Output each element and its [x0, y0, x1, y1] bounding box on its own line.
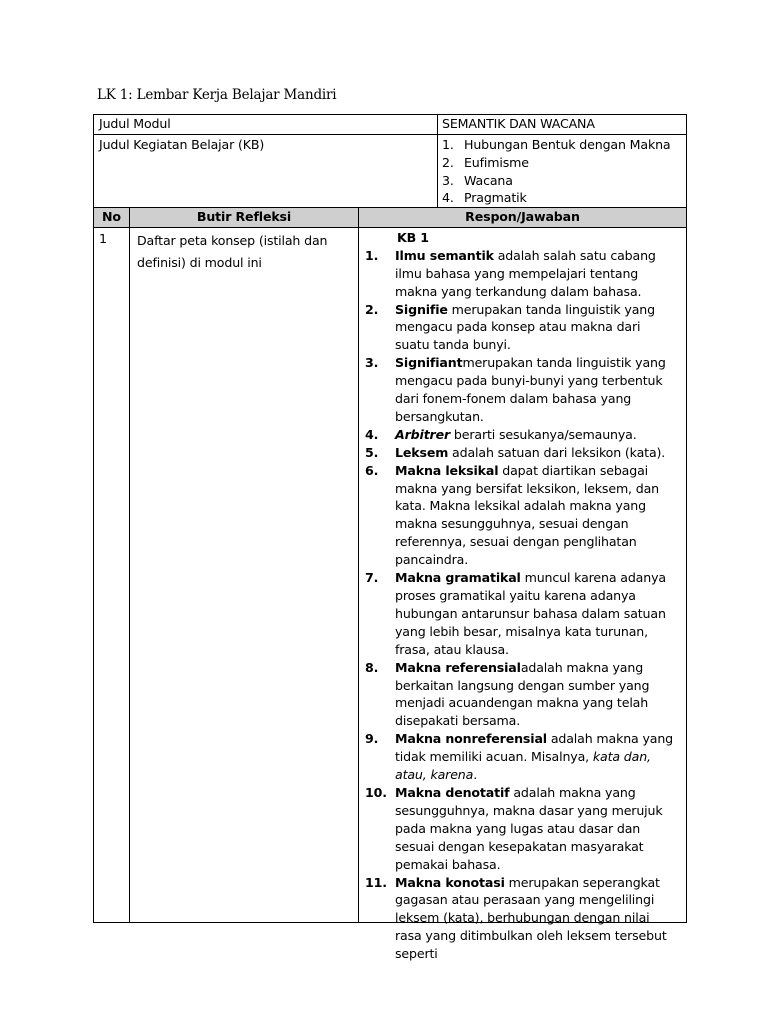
list-item-text	[395, 569, 686, 659]
kb-topic-text: Hubungan Bentuk dengan Makna	[464, 137, 671, 152]
kb-title-row	[94, 134, 686, 207]
list-item-text	[395, 730, 686, 784]
list-item	[365, 659, 686, 731]
header-butir-refleksi: Butir Refleksi	[129, 208, 358, 227]
list-item-text	[395, 444, 686, 462]
example-text: kata dan, atau, karena	[395, 749, 651, 783]
kb1-heading: KB 1	[397, 230, 429, 245]
table-header-row	[94, 207, 686, 227]
definition-text: merupakan seperangkat gagasan atau perasaan yang mengelilingi leksem (kata), berhubungan dengan nilai rasa yang ditimbulkan oleh leksem tersebut seperti	[395, 874, 667, 962]
list-item-number: 9.	[365, 731, 379, 747]
term: Arbitrer	[395, 426, 451, 442]
definition-text: berarti sesukanya/semaunya.	[450, 426, 637, 442]
module-title-label: Judul Modul	[99, 116, 171, 131]
kb-topic-list	[442, 136, 686, 207]
list-item-number: 4.	[365, 426, 379, 442]
term: Signifiant	[395, 355, 463, 371]
definition-text: adalah makna yang tidak memiliki acuan. Misalnya,	[395, 731, 674, 765]
definition-text: .	[473, 767, 478, 783]
kb-topic-item	[442, 189, 686, 207]
document-title: LK 1: Lembar Kerja Belajar Mandiri	[97, 87, 337, 103]
list-item	[365, 730, 686, 784]
term: Makna leksikal	[395, 462, 499, 478]
table-row	[94, 227, 686, 962]
definition-text: merupakan tanda linguistik yang mengacu pada bunyi-bunyi yang terbentuk dari fonem-fonem dalam bahasa yang bersangkutan.	[395, 355, 666, 424]
kb-topic-number: 4.	[442, 190, 454, 206]
list-item-number: 5.	[365, 444, 379, 460]
list-item-number: 10.	[365, 784, 387, 800]
list-item-text	[395, 462, 686, 569]
list-item-text	[395, 426, 686, 444]
list-item-number: 11.	[365, 874, 387, 890]
kb-topic-text: Wacana	[464, 172, 513, 188]
kb-topic-item	[442, 154, 686, 172]
row-respon-cell	[358, 228, 686, 962]
definition-text: adalah satuan dari leksikon (kata).	[448, 444, 666, 460]
term: Ilmu semantik	[395, 247, 494, 263]
concept-list	[365, 247, 686, 963]
list-item-text	[395, 354, 686, 426]
kb-topic-number: 3.	[442, 172, 454, 188]
list-item-number: 7.	[365, 570, 379, 586]
worksheet-table	[93, 114, 687, 962]
list-item	[365, 784, 686, 874]
kb-topic-text: Pragmatik	[464, 190, 527, 206]
term: Signifie	[395, 301, 448, 317]
term: Leksem	[395, 444, 449, 460]
term: Makna denotatif	[395, 784, 510, 800]
list-item	[365, 247, 686, 301]
list-item-text	[395, 247, 686, 301]
row-butir-text: Daftar peta konsep (istilah dan definisi) di modul ini	[129, 228, 358, 922]
list-item-number: 1.	[365, 247, 379, 263]
list-item-number: 8.	[365, 659, 379, 675]
kb-title-label: Judul Kegiatan Belajar (KB)	[99, 137, 265, 152]
list-item	[365, 444, 686, 462]
list-item	[365, 462, 686, 569]
kb-topic-item	[442, 136, 686, 154]
term: Makna referensial	[395, 659, 521, 675]
definition-text: merupakan tanda linguistik yang mengacu pada konsep atau makna dari suatu tanda bunyi.	[395, 301, 655, 353]
header-respon-jawaban: Respon/Jawaban	[358, 208, 686, 227]
definition-text: dapat diartikan sebagai makna yang bersifat leksikon, leksem, dan kata. Makna leksikal adalah makna yang makna sesungguhnya, sesuai dengan referennya, sesuai dengan penglihatan pancaindra.	[395, 462, 660, 568]
list-item-text	[395, 784, 686, 874]
definition-text: adalah makna yang berkaitan langsung dengan sumber yang menjadi acuandengan makna yang telah disepakati bersama.	[395, 659, 650, 729]
list-item	[365, 301, 686, 355]
kb-topic-item	[442, 172, 686, 190]
definition-text: adalah makna yang sesungguhnya, makna dasar yang merujuk pada makna yang lugas atau dasar dan sesuai dengan kesepakatan masyarakat pemakai bahasa.	[395, 784, 663, 872]
definition-text: adalah salah satu cabang ilmu bahasa yang mempelajari tentang makna yang terkandung dalam bahasa.	[395, 247, 656, 299]
header-no: No	[102, 209, 121, 224]
module-title-row	[94, 115, 686, 134]
list-item-number: 3.	[365, 355, 379, 371]
term: Makna konotasi	[395, 874, 505, 890]
list-item-text	[395, 874, 686, 964]
list-item-text	[395, 301, 686, 355]
term: Makna nonreferensial	[395, 731, 547, 747]
module-title-value: SEMANTIK DAN WACANA	[437, 115, 686, 134]
definition-text: muncul karena adanya proses gramatikal yaitu karena adanya hubungan antarunsur bahasa dalam satuan yang lebih besar, misalnya kata turunan, frasa, atau klausa.	[395, 570, 666, 657]
kb-topic-number: 1.	[442, 137, 454, 152]
list-item	[365, 354, 686, 426]
list-item-number: 6.	[365, 462, 379, 478]
list-item	[365, 874, 686, 964]
row-number: 1	[99, 231, 107, 246]
list-item	[365, 426, 686, 444]
kb-topic-number: 2.	[442, 154, 454, 170]
list-item	[365, 569, 686, 659]
kb-title-list-cell	[437, 135, 686, 207]
term: Makna gramatikal	[395, 570, 521, 586]
list-item-text	[395, 659, 686, 731]
kb-topic-text: Eufimisme	[464, 154, 529, 170]
list-item-number: 2.	[365, 301, 379, 317]
